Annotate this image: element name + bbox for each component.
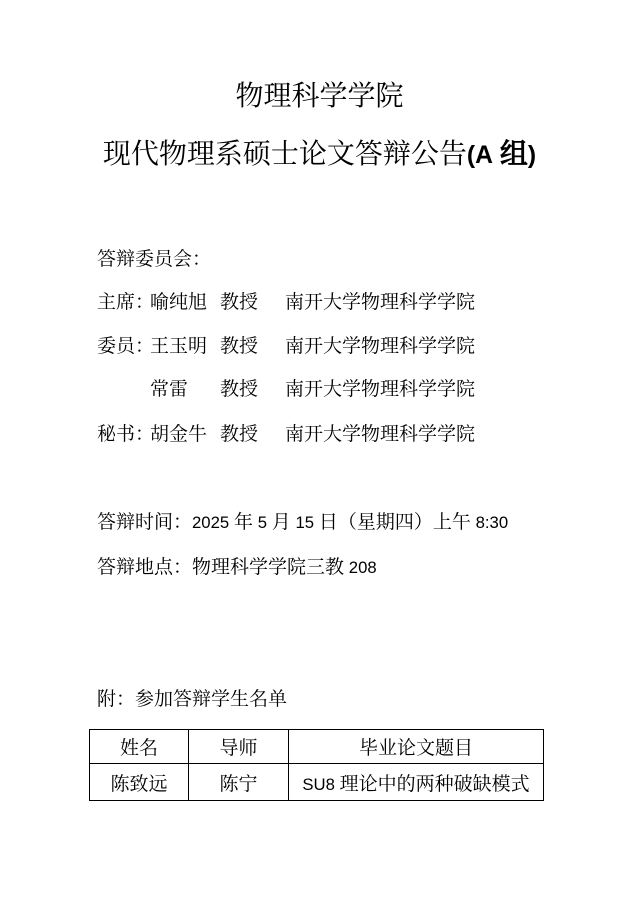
column-header-advisor: 导师 [189, 730, 289, 764]
table-header-row [90, 730, 544, 764]
committee-heading: 答辩委员会： [97, 249, 212, 270]
page-title: 物理科学学院 [235, 81, 404, 112]
member-academic-title: 教授 [220, 336, 259, 357]
defense-location-label: 答辩地点： [97, 557, 193, 578]
member-name: 王玉明 [150, 336, 208, 357]
thesis-title-cell: SU8 理论中的两种破缺模式 [289, 764, 544, 801]
member-affiliation: 南开大学物理科学学院 [285, 379, 476, 400]
subtitle-group-label: (A 组) [466, 139, 537, 170]
member-academic-title: 教授 [220, 292, 259, 313]
member-academic-title: 教授 [220, 424, 259, 445]
advisor-name-cell: 陈宁 [189, 764, 289, 801]
member-name: 胡金牛 [150, 424, 208, 445]
committee-member-row [97, 290, 475, 315]
committee-member-row [97, 422, 475, 447]
defense-time-value: 2025 年 5 月 15 日（星期四）上午 8:30 [192, 512, 509, 533]
column-header-name: 姓名 [90, 730, 189, 764]
defense-location-line [97, 555, 377, 580]
member-academic-title: 教授 [220, 379, 259, 400]
member-role-label: 委员： [97, 336, 155, 357]
member-affiliation: 南开大学物理科学学院 [285, 424, 476, 445]
students-table [89, 729, 544, 801]
defense-time-label: 答辩时间： [97, 512, 193, 533]
member-role-label: 主席： [97, 292, 155, 313]
subtitle-main: 现代物理系硕士论文答辩公告 [102, 139, 467, 170]
defense-time-line [97, 510, 508, 535]
member-role-label: 秘书： [97, 424, 155, 445]
member-name: 常雷 [150, 379, 189, 400]
page-subtitle [0, 138, 639, 173]
committee-member-row [97, 377, 475, 402]
member-role-label [97, 377, 150, 402]
table-row [90, 764, 544, 801]
defense-location-value: 物理科学学院三教 208 [192, 557, 377, 578]
member-name: 喻纯旭 [150, 292, 208, 313]
student-name-cell: 陈致远 [90, 764, 189, 801]
member-affiliation: 南开大学物理科学学院 [285, 292, 476, 313]
attachment-note: 附：参加答辩学生名单 [97, 689, 288, 710]
member-affiliation: 南开大学物理科学学院 [285, 336, 476, 357]
committee-member-row [97, 334, 475, 359]
column-header-thesis-title: 毕业论文题目 [289, 730, 544, 764]
